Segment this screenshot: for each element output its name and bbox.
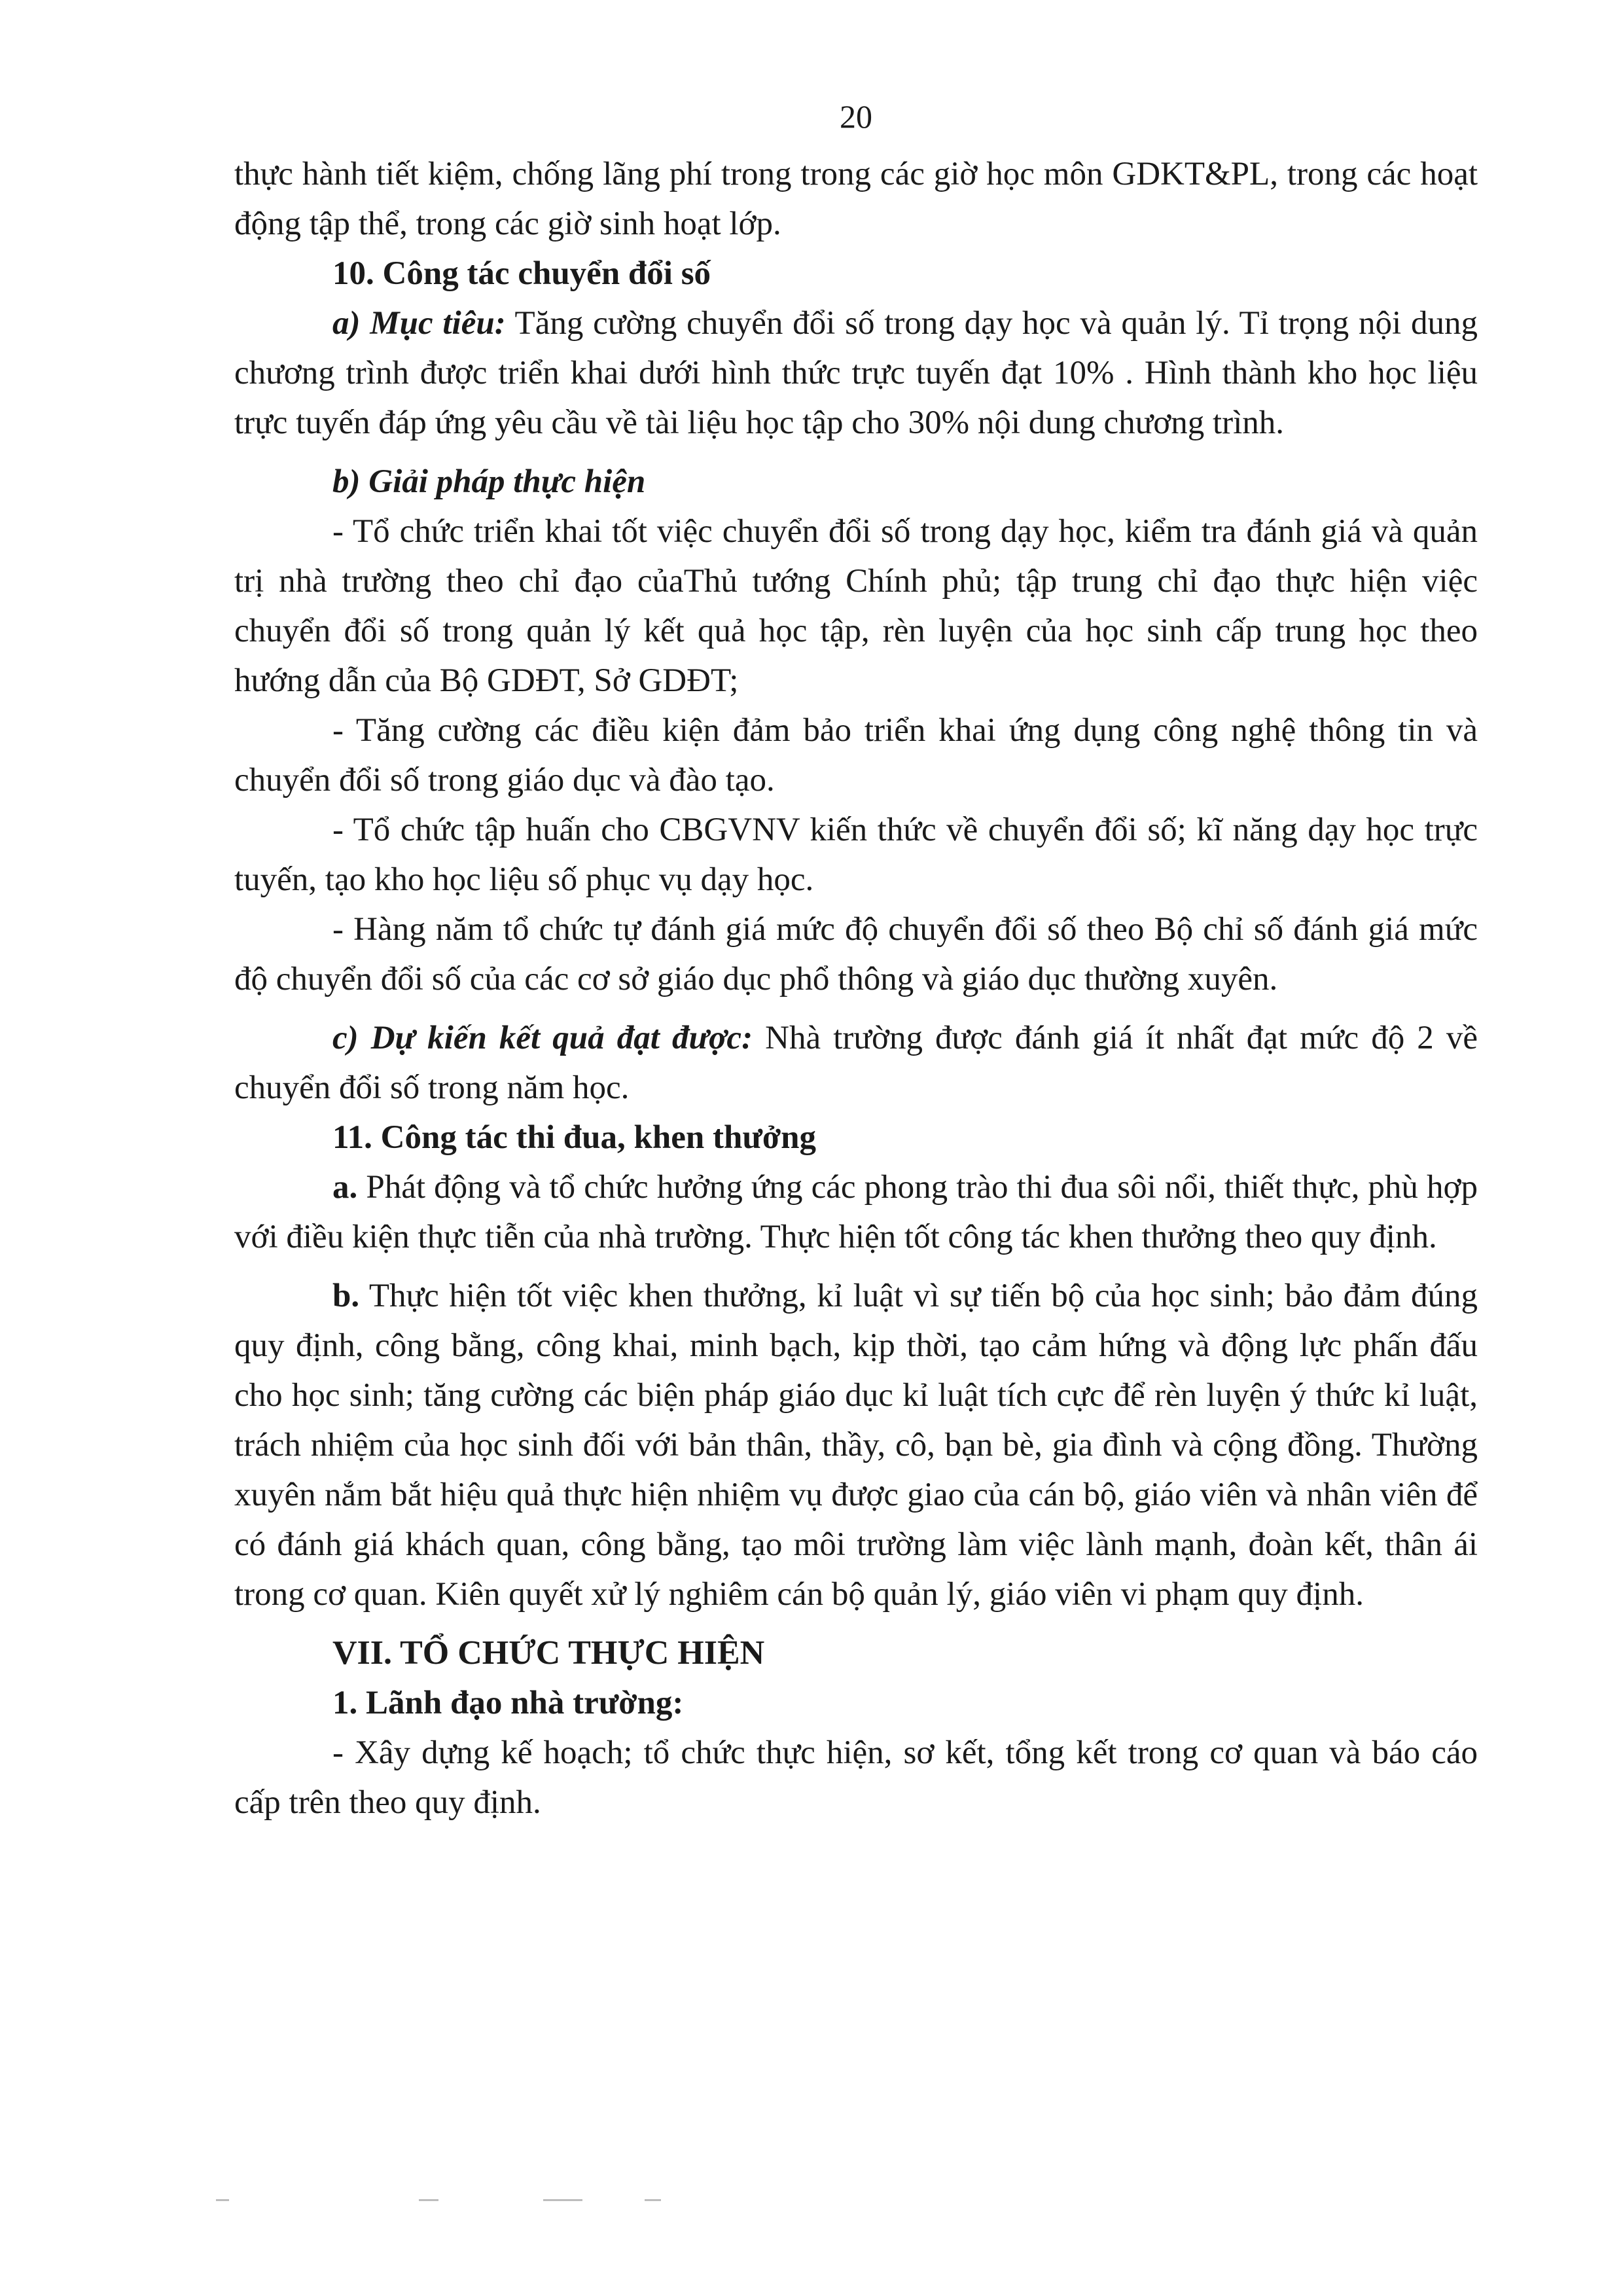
- section-10a-paragraph: [234, 298, 1478, 448]
- scan-artifact: [645, 2199, 661, 2201]
- section-10b-item: - Tổ chức triển khai tốt việc chuyển đổi số trong dạy học, kiểm tra đánh giá và quản trị nhà trường theo chỉ đạo củaThủ tướng Chính phủ; tập trung chỉ đạo thực hiện việc chuyển đổi số trong quản lý kết quả học tập, rèn luyện của học sinh cấp trung học theo hướng dẫn của Bộ GDĐT, Sở GDĐT;: [234, 513, 1478, 699]
- section-10b-heading: b) Giải pháp thực hiện: [332, 463, 646, 500]
- section-vii-1-heading: 1. Lãnh đạo nhà trường:: [332, 1685, 684, 1721]
- section-11a-text: Phát động và tổ chức hưởng ứng các phong trào thi đua sôi nổi, thiết thực, phù hợp với điều kiện thực tiễn của nhà trường. Thực hiện tốt công tác khen thưởng theo quy định.: [234, 1169, 1478, 1255]
- section-11a-paragraph: [234, 1162, 1478, 1262]
- section-10-heading: 10. Công tác chuyển đổi số: [332, 255, 711, 292]
- section-10b-item: - Tổ chức tập huấn cho CBGVNV kiến thức về chuyển đổi số; kĩ năng dạy học trực tuyến, tạo kho học liệu số phục vụ dạy học.: [234, 812, 1478, 898]
- section-11-heading: 11. Công tác thi đua, khen thưởng: [332, 1119, 817, 1156]
- section-10c-paragraph: [234, 1013, 1478, 1113]
- section-vii-heading: VII. TỔ CHỨC THỰC HIỆN: [332, 1634, 765, 1672]
- paragraph-savings: thực hành tiết kiệm, chống lãng phí trong trong các giờ học môn GDKT&PL, trong các hoạt động tập thể, trong các giờ sinh hoạt lớp.: [234, 156, 1478, 242]
- section-vii-1-item: - Xây dựng kế hoạch; tổ chức thực hiện, sơ kết, tổng kết trong cơ quan và báo cáo cấp trên theo quy định.: [234, 1734, 1478, 1821]
- section-10a-text: Tăng cường chuyển đổi số trong dạy học và quản lý. Tỉ trọng nội dung chương trình được triển khai dưới hình thức trực tuyến đạt 10% . Hình thành kho học liệu trực tuyến đáp ứng yêu cầu về tài liệu học tập cho 30% nội dung chương trình.: [234, 305, 1478, 441]
- section-10b-item: - Hàng năm tổ chức tự đánh giá mức độ chuyển đổi số theo Bộ chỉ số đánh giá mức độ chuyển đổi số của các cơ sở giáo dục phổ thông và giáo dục thường xuyên.: [234, 911, 1478, 997]
- section-11b-text: Thực hiện tốt việc khen thưởng, kỉ luật vì sự tiến bộ của học sinh; bảo đảm đúng quy định, công bằng, công khai, minh bạch, kịp thời, tạo cảm hứng và động lực phấn đấu cho học sinh; tăng cường các biện pháp giáo dục kỉ luật tích cực để rèn luyện ý thức kỉ luật, trách nhiệm của học sinh đối với bản thân, thầy, cô, bạn bè, gia đình và cộng đồng. Thường xuyên nắm bắt hiệu quả thực hiện nhiệm vụ được giao của cán bộ, giáo viên và nhân viên để có đánh giá khách quan, công bằng, tạo môi trường làm việc lành mạnh, đoàn kết, thân ái trong cơ quan. Kiên quyết xử lý nghiêm cán bộ quản lý, giáo viên vi phạm quy định.: [234, 1278, 1478, 1613]
- section-11b-label: b.: [332, 1278, 360, 1314]
- scan-artifact: [216, 2199, 229, 2201]
- page-number: 20: [840, 98, 872, 135]
- document-page: [234, 0, 1478, 2296]
- section-10b-item: - Tăng cường các điều kiện đảm bảo triển khai ứng dụng công nghệ thông tin và chuyển đổi số trong giáo dục và đào tạo.: [234, 712, 1478, 798]
- section-11a-label: a.: [332, 1169, 358, 1206]
- section-10a-label: a) Mục tiêu:: [332, 305, 506, 342]
- section-11b-paragraph: [234, 1271, 1478, 1619]
- scan-artifact: [543, 2199, 582, 2201]
- section-10c-text: Nhà trường được đánh giá ít nhất đạt mức độ 2 về chuyển đổi số trong năm học.: [234, 1020, 1478, 1106]
- scan-artifact: [419, 2199, 438, 2201]
- document-body: [234, 149, 1478, 1827]
- section-10c-label: c) Dự kiến kết quả đạt được:: [332, 1020, 753, 1056]
